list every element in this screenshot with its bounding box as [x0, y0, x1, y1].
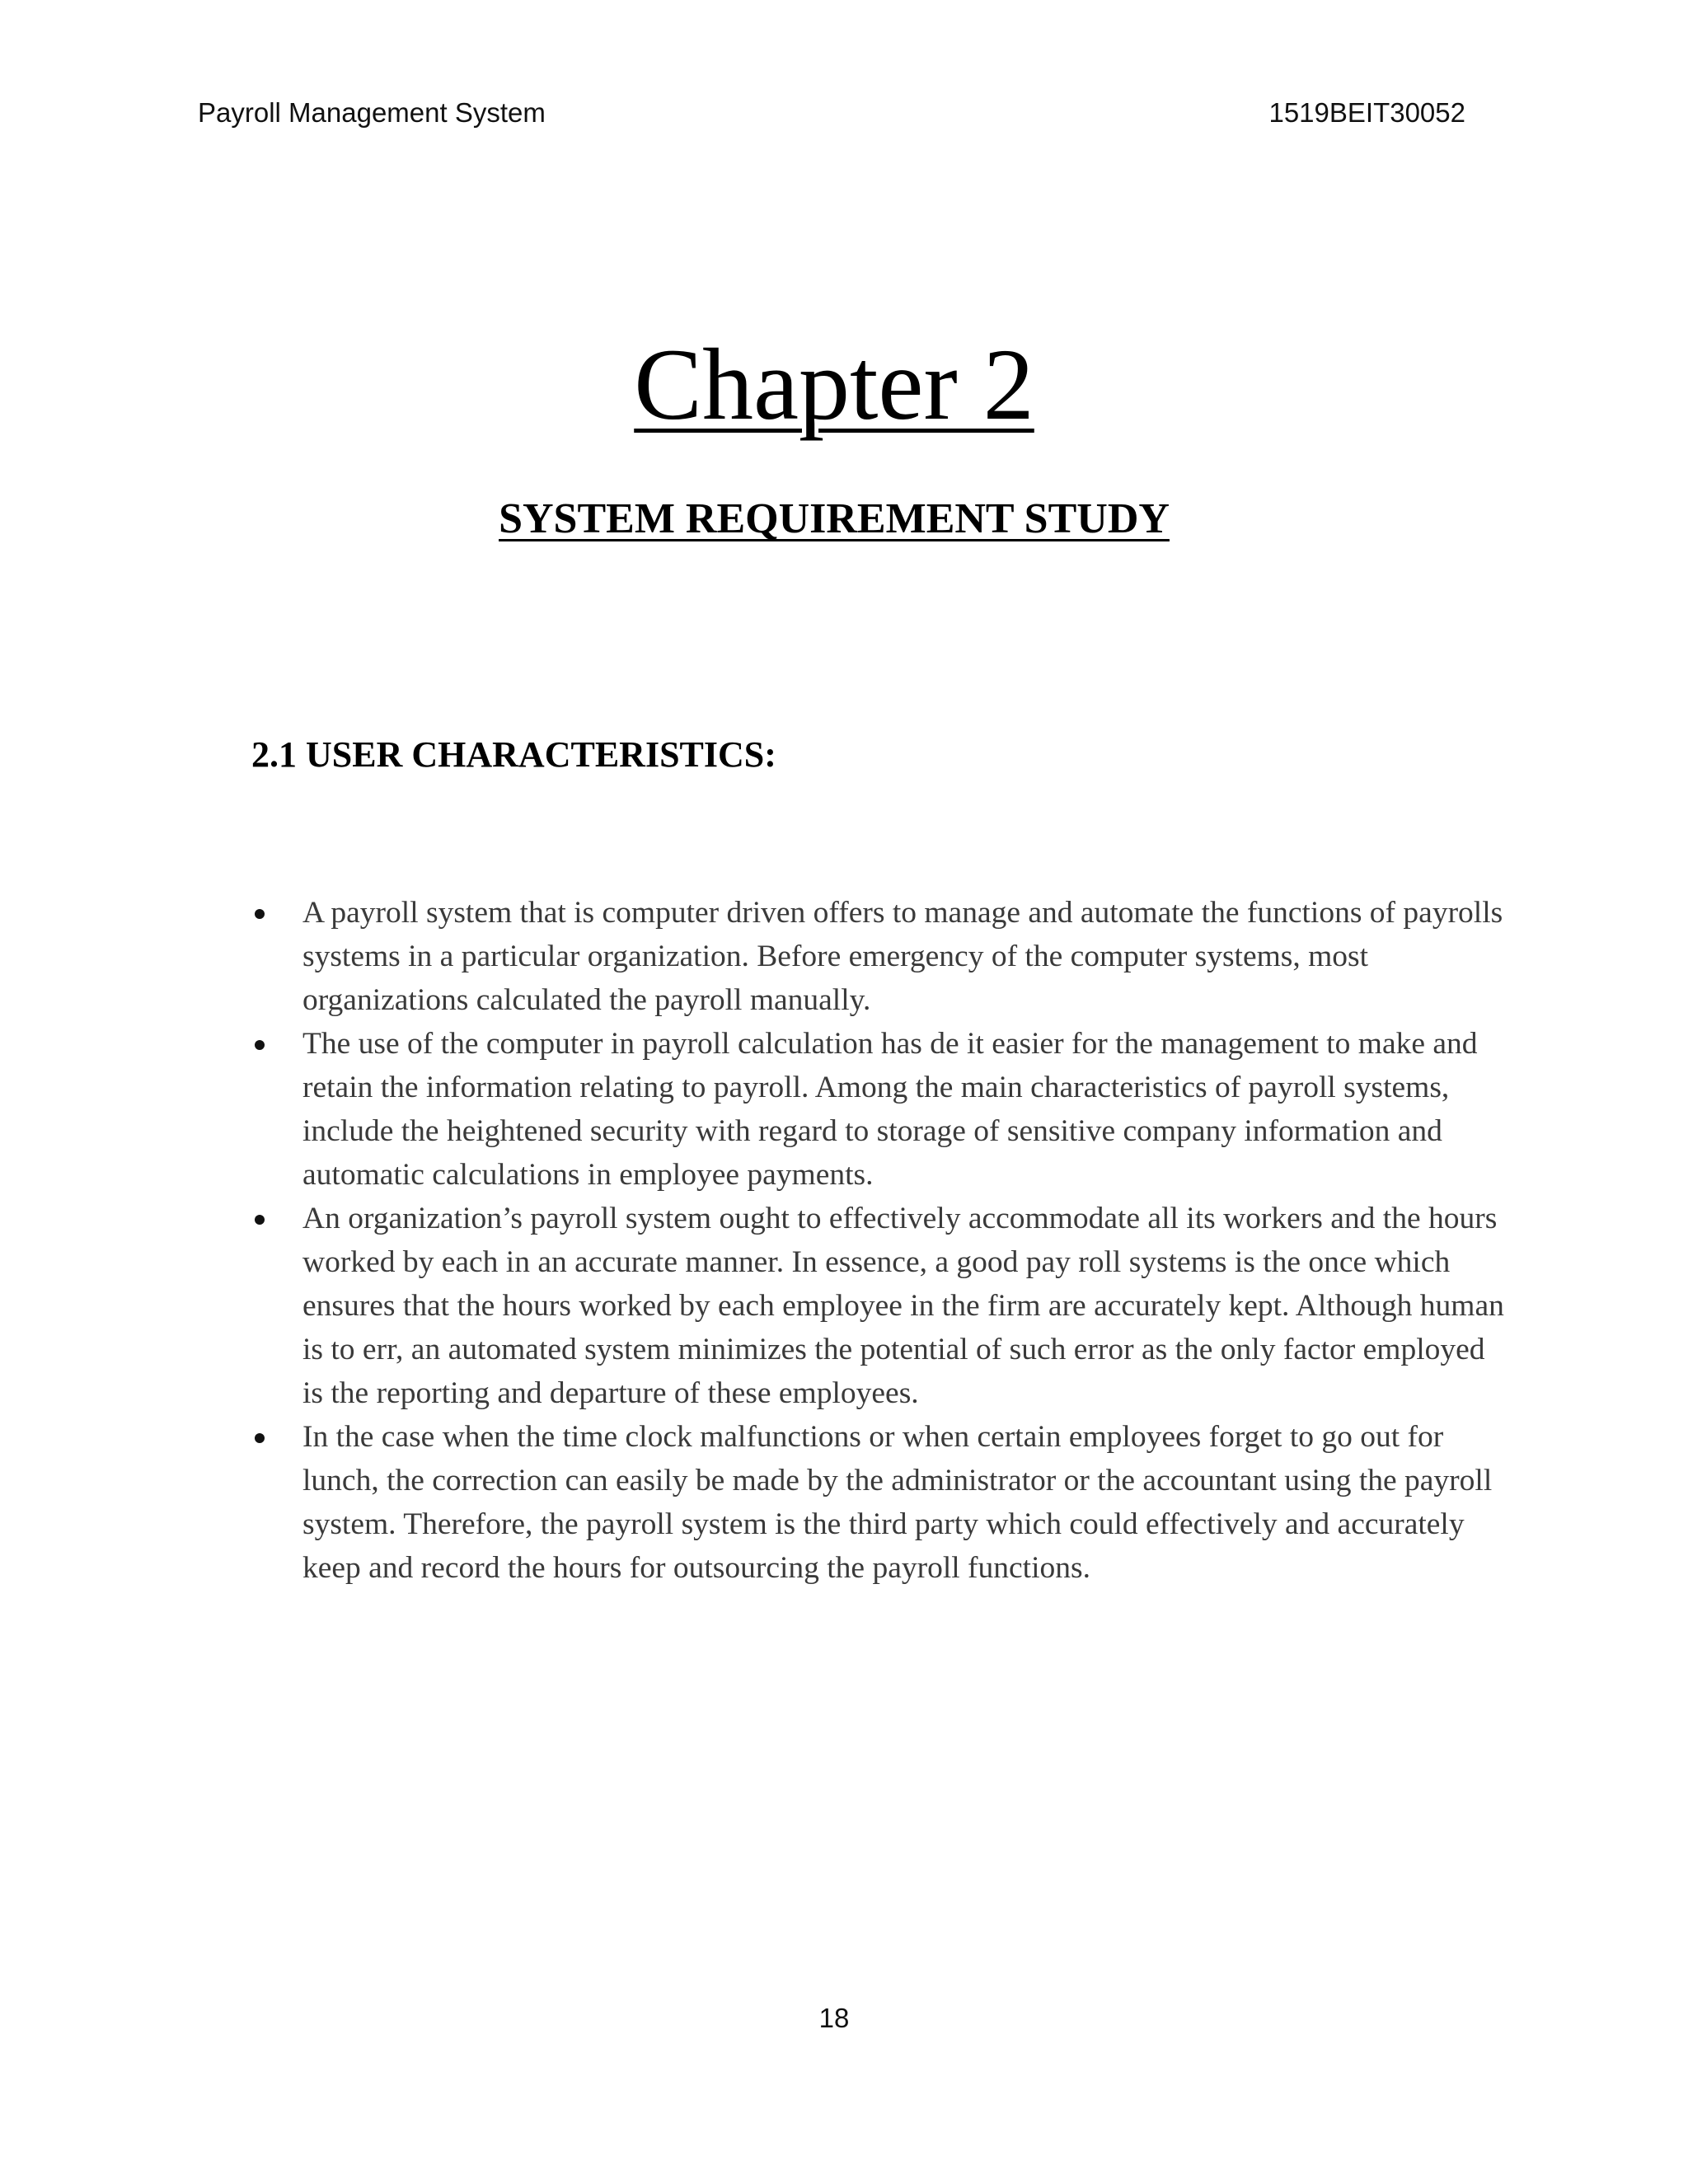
header-enrollment-number: 1519BEIT30052: [1268, 97, 1465, 128]
running-header: [198, 97, 1465, 129]
header-title: Payroll Management System: [198, 97, 546, 128]
bullet-item: In the case when the time clock malfunctions or when certain employees forget to go out for lunch, the correction can easily be made by the administrator or the accountant using the payroll system. Therefore, the payroll system is the third party which could effectively and accurately keep and record the hours for outsourcing the payroll functions.: [251, 1415, 1504, 1590]
bullet-item: An organization’s payroll system ought to effectively accommodate all its workers and the hours worked by each in an accurate manner. In essence, a good pay roll systems is the once which ensures that the hours worked by each employee in the firm are accurately kept. Although human is to err, an automated system minimizes the potential of such error as the only factor employed is the reporting and departure of these employees.: [251, 1197, 1504, 1415]
bullet-item: A payroll system that is computer driven offers to manage and automate the functions of payrolls systems in a particular organization. Before emergency of the computer systems, most organizations calculated the payroll manually.: [251, 891, 1504, 1022]
chapter-subtitle: [0, 494, 1668, 543]
chapter-title-text: Chapter 2: [634, 328, 1034, 441]
chapter-subtitle-text: SYSTEM REQUIREMENT STUDY: [499, 495, 1170, 542]
page-number: 18: [818, 2003, 850, 2033]
bullet-list: [251, 891, 1504, 1590]
bullet-item: The use of the computer in payroll calculation has de it easier for the management to make and retain the information relating to payroll. Among the main characteristics of payroll systems, include the heightened security with regard to storage of sensitive company information and automatic calculations in employee payments.: [251, 1022, 1504, 1197]
chapter-title: [0, 328, 1668, 441]
section-heading: 2.1 USER CHARACTERISTICS:: [251, 734, 776, 775]
